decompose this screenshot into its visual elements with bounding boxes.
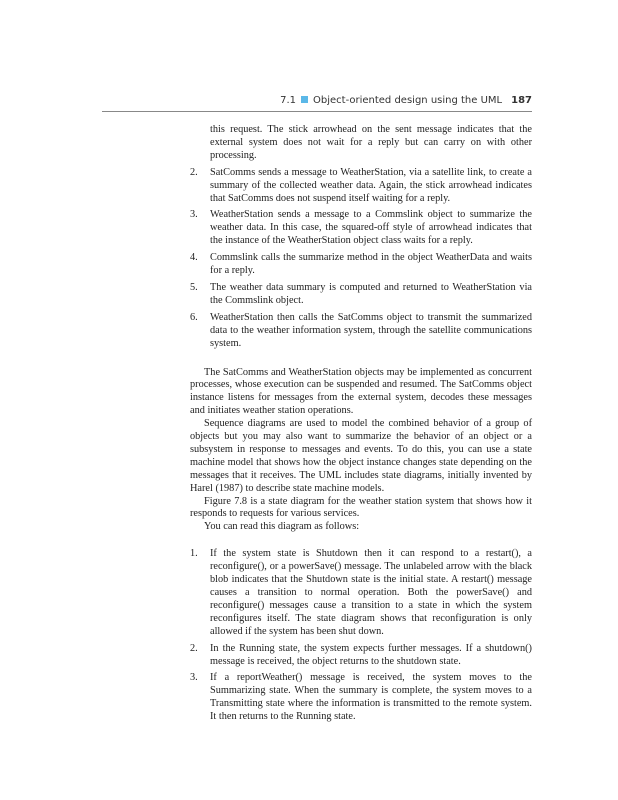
- item-number: 2.: [190, 642, 198, 654]
- list-item: [190, 672, 532, 724]
- item-text: WeatherStation then calls the SatComms object to transmit the summarized data to the weather information system, through the satellite communications system.: [210, 311, 532, 349]
- item-number: 1.: [190, 548, 198, 560]
- page-number: 187: [511, 95, 532, 106]
- item-text: WeatherStation sends a message to a Commslink object to summarize the weather data. In this case, the squared-off style of arrowhead indicates that the instance of the WeatherStation object class waits for a reply.: [210, 209, 532, 247]
- list-item: [190, 252, 532, 278]
- square-bullet-icon: [301, 96, 308, 103]
- list-item-continuation: this request. The stick arrowhead on the sent message indicates that the external system does not wait for a reply but can carry on with other processing.: [210, 124, 532, 161]
- item-number: 4.: [190, 252, 198, 264]
- list-item: [190, 209, 532, 248]
- item-number: 6.: [190, 311, 198, 323]
- paragraph: Figure 7.8 is a state diagram for the weather station system that shows how it responds to requests for various services.: [190, 495, 532, 520]
- item-number: 3.: [190, 209, 198, 221]
- paragraph: Sequence diagrams are used to model the combined behavior of a group of objects but you may also want to summarize the behavior of an object or a subsystem in response to messages and events. To do this, you can use a state machine model that shows how the object instance changes state depending on the messages that it receives. The UML includes state diagrams, initially invented by Harel (1987) to describe state machine models.: [190, 418, 532, 494]
- item-text: The weather data summary is computed and returned to WeatherStation via the Commslink object.: [210, 281, 532, 306]
- page-body: [190, 124, 532, 728]
- list-item: [190, 643, 532, 669]
- item-text: In the Running state, the system expects further messages. If a shutdown() message is received, the object returns to the shutdown state.: [210, 642, 532, 667]
- item-number: 5.: [190, 281, 198, 293]
- item-number: 2.: [190, 166, 198, 178]
- item-number: 3.: [190, 672, 198, 684]
- item-text: If the system state is Shutdown then it can respond to a restart(), a reconfigure(), or a powerSave() message. The unlabeled arrow with the black blob indicates that the Shutdown state is the initial state. A restart() message causes a transition to normal operation. Both the powerSave() and reconfigure() messages cause a transition to a state in which the system reconfigures itself. The state diagram shows that reconfiguration is only allowed if the system has been shut down.: [210, 548, 532, 637]
- numbered-list-1: [190, 167, 532, 351]
- list-item: [190, 282, 532, 308]
- section-number: 7.1: [280, 95, 296, 106]
- list-item: [190, 167, 532, 206]
- header-rule: [102, 111, 532, 112]
- item-text: SatComms sends a message to WeatherStation, via a satellite link, to create a summary of the collected weather data. Again, the stick arrowhead indicates that SatComms does not suspend itself waiting for a reply.: [210, 166, 532, 204]
- section-title: Object-oriented design using the UML: [313, 95, 503, 106]
- paragraph: You can read this diagram as follows:: [204, 521, 360, 533]
- item-text: If a reportWeather() message is received, the system moves to the Summarizing state. When the summary is complete, the system moves to a Transmitting state where the information is transmitted to the remote system. It then returns to the Running state.: [210, 672, 532, 723]
- item-text: Commslink calls the summarize method in the object WeatherData and waits for a reply.: [210, 252, 532, 277]
- list-item: [190, 548, 532, 638]
- numbered-list-2: [190, 548, 532, 724]
- running-header: [280, 95, 532, 106]
- paragraph: The SatComms and WeatherStation objects may be implemented as concurrent processes, whose execution can be suspended and resumed. The SatComms object instance listens for messages from the external system, decodes these messages and initiates weather station operations.: [190, 366, 532, 417]
- list-item: [190, 312, 532, 351]
